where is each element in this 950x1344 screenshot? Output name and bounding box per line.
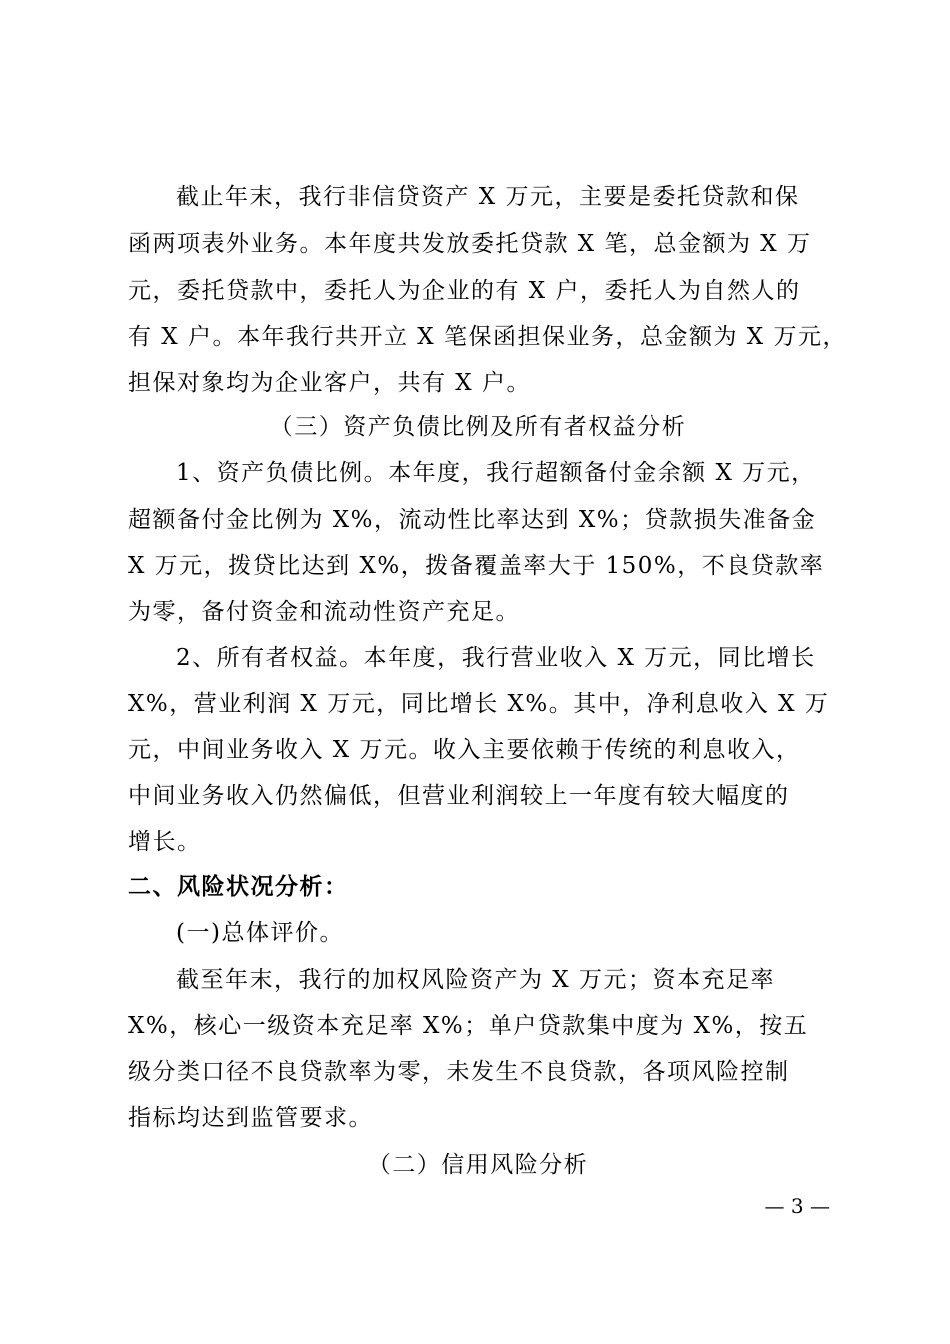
paragraph-line: 超额备付金比例为 X%，流动性比率达到 X%；贷款损失准备金 (128, 507, 817, 533)
paragraph-line: 增长。 (128, 829, 202, 855)
paragraph-line: X 万元，拨贷比达到 X%，拨备覆盖率大于 150%，不良贷款率 (128, 553, 825, 579)
paragraph-line: 级分类口径不良贷款率为零，未发生不良贷款，各项风险控制 (128, 1059, 790, 1085)
paragraph-line: X%，核心一级资本充足率 X%；单户贷款集中度为 X%，按五 (128, 1013, 809, 1039)
paragraph-line: 截止年末，我行非信贷资产 X 万元，主要是委托贷款和保 (176, 184, 800, 210)
section-heading: （三）资产负债比例及所有者权益分析 (269, 414, 687, 440)
paragraph-line: 指标均达到监管要求。 (128, 1105, 373, 1131)
paragraph-line: 中间业务收入仍然偏低，但营业利润较上一年度有较大幅度的 (128, 783, 790, 809)
paragraph-line: 截至年末，我行的加权风险资产为 X 万元；资本充足率 (176, 967, 775, 993)
paragraph-line: 元，委托贷款中，委托人为企业的有 X 户，委托人为自然人的 (128, 278, 801, 304)
subsection-heading: (一)总体评价。 (176, 920, 344, 946)
paragraph-line: 2、所有者权益。本年度，我行营业收入 X 万元，同比增长 (176, 645, 816, 671)
paragraph-line: 函两项表外业务。本年度共发放委托贷款 X 笔，总金额为 X 万 (128, 231, 812, 257)
paragraph-line: 担保对象均为企业客户，共有 X 户。 (128, 370, 531, 396)
paragraph-line: 为零，备付资金和流动性资产充足。 (128, 599, 520, 625)
paragraph-line: 1、资产负债比例。本年度，我行超额备付金余额 X 万元， (176, 460, 816, 486)
chapter-heading: 二、风险状况分析： (128, 873, 349, 900)
section-heading: （二）信用风险分析 (367, 1152, 589, 1178)
page-number: — 3 — (764, 1194, 830, 1218)
paragraph-line: X%，营业利润 X 万元，同比增长 X%。其中，净利息收入 X 万 (128, 691, 830, 717)
paragraph-line: 有 X 户。本年我行共开立 X 笔保函担保业务，总金额为 X 万元， (128, 324, 847, 350)
paragraph-line: 元，中间业务收入 X 万元。收入主要依赖于传统的利息收入， (128, 737, 801, 763)
